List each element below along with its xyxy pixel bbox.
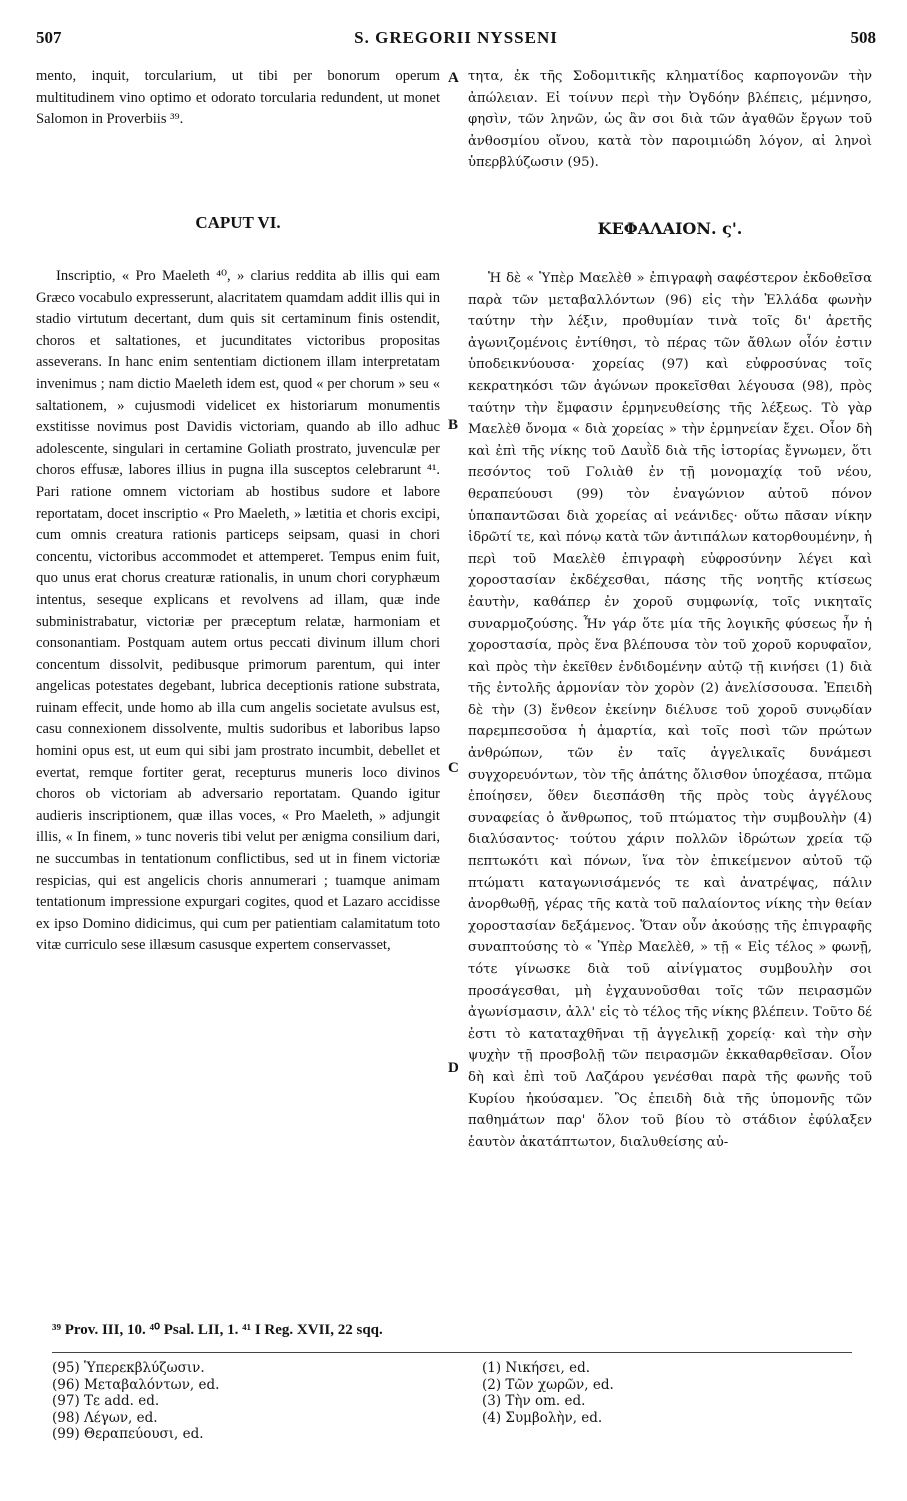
variants-right [482,1360,614,1426]
variant-note: (95) Ὑπερεκβλύζωσιν. [52,1360,205,1376]
footnotes: ³⁹ Prov. III, 10. ⁴⁰ Psal. LII, 1. ⁴¹ I Reg. XVII, 22 sqq. [52,1322,383,1338]
margin-letter-a: A [448,70,459,86]
separator [52,1352,852,1353]
greek-chapter-title: ΚΕΦΑΛΑΙΟΝ. ς'. [597,219,743,238]
running-title: S. GREGORII NYSSENI [354,28,558,47]
variant-note: (3) Τὴν om. ed. [482,1393,586,1409]
variant-note: (98) Λέγων, ed. [52,1409,158,1426]
page-number-left: 507 [36,28,62,47]
greek-intro: τητα, ἐκ τῆς Σοδομιτικῆς κληματίδος καρπογονῶν τὴν ἀπώλειαν. Εἰ τοίνυν περὶ τὴν Ὀγδόην βλέπεις, μέμνησο, φησὶν, τῶν ληνῶν, ὡς ἂν σοι διὰ τῶν ἀγαθῶν ἔργων τοῦ ἀνθοσμίου οἴνου, κατὰ τὸν παροιμιώδη λόγον, αἱ ληνοὶ ὑπερβλύζωσιν (95). [468,69,872,171]
margin-letter-c: C [448,760,459,776]
latin-body: Inscriptio, « Pro Maeleth ⁴⁰, » clarius reddita ab illis qui eam Græco vocabulo expresserunt, alacritatem quamdam addit illis qui in stadio virtutum decertant, dum quis sit certaminum finis ostendit, choros et saltationes, et jucunditates victoribus propositas asseverans. In hanc enim sententiam dictionem illam interpretatam invenimus ; nam dictio Maeleth idem est, quod « per chorum » seu « saltationem, » cujusmodi videlicet ex historiarum monumentis exstitisse novimus post Davidis victoriam, quando ab illo adhuc adolescente, singulari in certamine Goliath prostrato, juvenculæ per choros effusæ, labores illius in pugna illa susceptos celebrarunt ⁴¹. Pari ratione omnem victoriam ab hostibus sudore et labore reportatam, docet inscriptio « Pro Maeleth, » lætitia et choris excipi, cum omnis creatura rationis particeps seipsam, quasi in chori concentu, victoribus accommodet et attemperet. Tempus enim fuit, quo unus erat chorus creaturæ rationalis, in unum chori coryphæum intentus, seseque explicans et revolvens ad illam, quæ inde subministrabatur, victoriæ per præceptum relatæ, harmoniam et consonantiam. Postquam autem ortus peccati divinum illum chori concentum dissolvit, pedibusque primorum parentum, qui inter angelicas potestates degebant, lubrica deceptionis ratione substrata, ruinam effecit, unde homo ab illa cum angelis societate avulsus est, casu connexionem dissolvente, multis sudoribus et laboribus lapso homini opus est, ut eum qui sibi jam prostrato incumbit, debellet et evertat, remque fortiter gerat, recepturus muneris loco divinos choros ob victoriam ab adversario reportatam. Quando igitur audieris inscriptionem, quæ illas voces, « Pro Maeleth, » adjungit illis, « In finem, » tunc noveris tibi velut per ænigma consilium dari, ne succumbas in tentationum conflictibus, sed ut in finem victoriæ respicias, qui est angelicis choris annumerari ; tuamque animam tentationum impressione expurgari cogites, quod et Lazaro accidisse ex ipso Domino didicimus, qui cum per patientiam calamitatum toto vitæ curriculo sese illæsum casusque expertem conservasset, [36,268,440,954]
page-number-right: 508 [850,28,876,47]
variants-left [52,1360,219,1443]
margin-letter-b: B [448,417,459,433]
variant-note: (96) Μεταβαλόντων, ed. [52,1376,220,1393]
latin-intro: mento, inquit, torcularium, ut tibi per bonorum operum multitudinem vino optimo et odorato torcularia redundent, ut monet Salomon in Proverbiis ³⁹. [36,68,440,128]
variant-note: (99) Θεραπεύουσι, ed. [52,1426,204,1442]
variant-note: (4) Συμβολὴν, ed. [482,1409,603,1426]
latin-chapter-title: CAPUT VI. [195,213,281,232]
margin-letter-d: D [448,1060,459,1076]
greek-body: Ἡ δὲ « Ὑπὲρ Μαελὲθ » ἐπιγραφὴ σαφέστερον ἐκδοθεῖσα παρὰ τῶν μεταβαλλόντων (96) εἰς τὴν Ἑλλάδα φωνὴν ταύτην τὴν λέξιν, προθυμίαν τινὰ τοῖς δι' ἀρετῆς ἀγωνιζομένοις ἐντίθησι, τὸ πέρας τῶν ἄθλων οἷόν ἐστιν ὑποδεικνύουσα· χορείας (97) καὶ εὐφροσύνας τοῖς κεκρατηκόσι τῶν ἀγώνων προκεῖσθαι λέγουσα (98), πρὸς ταύτην τὴν ἔμφασιν ἑρμηνευθείσης τῆς λέξεως. Τὸ γὰρ Μαελὲθ ὄνομα « διὰ χορείας » τὴν ἑρμηνείαν ἔχει. Οἷον δὴ καὶ ἐπὶ τῆς νίκης τοῦ Δαυῒδ διὰ τῆς ἱστορίας ἔγνωμεν, ὅτι πεσόντος τοῦ Γολιὰθ ἐν τῇ μονομαχίᾳ τοῦ νέου, θεραπεύουσι (99) τὸν ἐναγώνιον αὐτοῦ πόνον ὑπαπαντῶσαι διὰ χορείας αἱ νεάνιδες· οὕτω πᾶσαν νίκην ἱδρῶτί τε, καὶ πόνῳ κατὰ τῶν ἀντιπάλων κατορθουμένην, ἡ περὶ τοῦ Μαελὲθ ἐπιγραφὴ εὐφροσύνην λέγει καὶ χοροστασίαν ἐκδέχεσθαι, πάσης τῆς νοητῆς κτίσεως ἑαυτὴν, καθάπερ ἐν χοροῦ συμφωνίᾳ, τοῖς νικηταῖς συναρμοζούσης. Ἦν γάρ ὅτε μία τῆς λογικῆς φύσεως ἦν ἡ χοροστασία, πρὸς ἕνα βλέπουσα τὸν τοῦ χοροῦ κορυφαῖον, καὶ πρὸς τὴν ἐκεῖθεν ἐνδιδομένην αὐτῷ τῇ κινήσει (1) διὰ τῆς ἐντολῆς ἁρμονίαν τὸν χορὸν (2) ἀνελίσσουσα. Ἐπειδὴ δὲ τὴν (3) ἔνθεον ἐκείνην διέλυσε τοῦ χοροῦ συνῳδίαν παρεμπεσοῦσα ἡ ἁμαρτία, καὶ τοῖς ποσὶ τῶν πρώτων ἀνθρώπων, τῶν ἐν ταῖς ἀγγελικαῖς δυνάμεσι συγχορευόντων, τὸν τῆς ἀπάτης ὄλισθον ὑποχέασα, πτῶμα ἐποίησεν, ὅθεν διεσπάσθη τῆς πρὸς τοὺς ἀγγέλους συναφείας ὁ ἄνθρωπος, τοῦ πτώματος τὴν συμβουλὴν (4) διαλύσαντος· τούτου χάριν πολλῶν ἱδρώτων χρεία τῷ πεπτωκότι καὶ πόνων, ἵνα τὸν ἐπικείμενον αὐτοῦ τῷ πτώματι καταγωνισάμενός τε καὶ ἀνατρέψας, πάλιν ἀνορθωθῇ, γέρας τῆς κατὰ τοῦ παλαίοντος νίκης τὴν θείαν χοροστασίαν δεξάμενος. Ὅταν οὖν ἀκούσῃς τῆς ἐπιγραφῆς συναπτούσης τὸ « Ὑπὲρ Μαελὲθ, » τῇ « Εἰς τέλος » φωνῇ, τότε γίνωσκε διὰ τοῦ αἰνίγματος συμβουλὴν σοι προσάγεσθαι, μὴ ἐγχαυνοῦσθαι τοῖς τῶν πειρασμῶν ἀγωνίσμασιν, ἀλλ' εἰς τὸ τέλος τῆς νίκης βλέπειν. Τοῦτο δέ ἐστι τὸ καταταχθῆναι τῇ ἀγγελικῇ χορείᾳ· καὶ τὴν σὴν ψυχὴν τῇ προσβολῇ τῶν πειρασμῶν ἐκκαθαρθεῖσαν. Οἷον δὴ καὶ ἐπὶ τοῦ Λαζάρου γενέσθαι παρὰ τῆς φωνῆς τοῦ Κυρίου ἠκούσαμεν. Ὃς ἐπειδὴ διὰ τῆς ὑπομονῆς τῶν παθημάτων παρ' ὅλον τοῦ βίου τὸ στάδιον ἐφύλαξεν ἑαυτὸν ἀκατάπτωτον, διαλυθείσης αὐ- [468,271,872,1150]
running-header [36,28,876,54]
variant-note: (97) Τε add. ed. [52,1393,160,1409]
variant-note: (2) Τῶν χωρῶν, ed. [482,1376,614,1393]
variant-note: (1) Νικήσει, ed. [482,1360,591,1376]
